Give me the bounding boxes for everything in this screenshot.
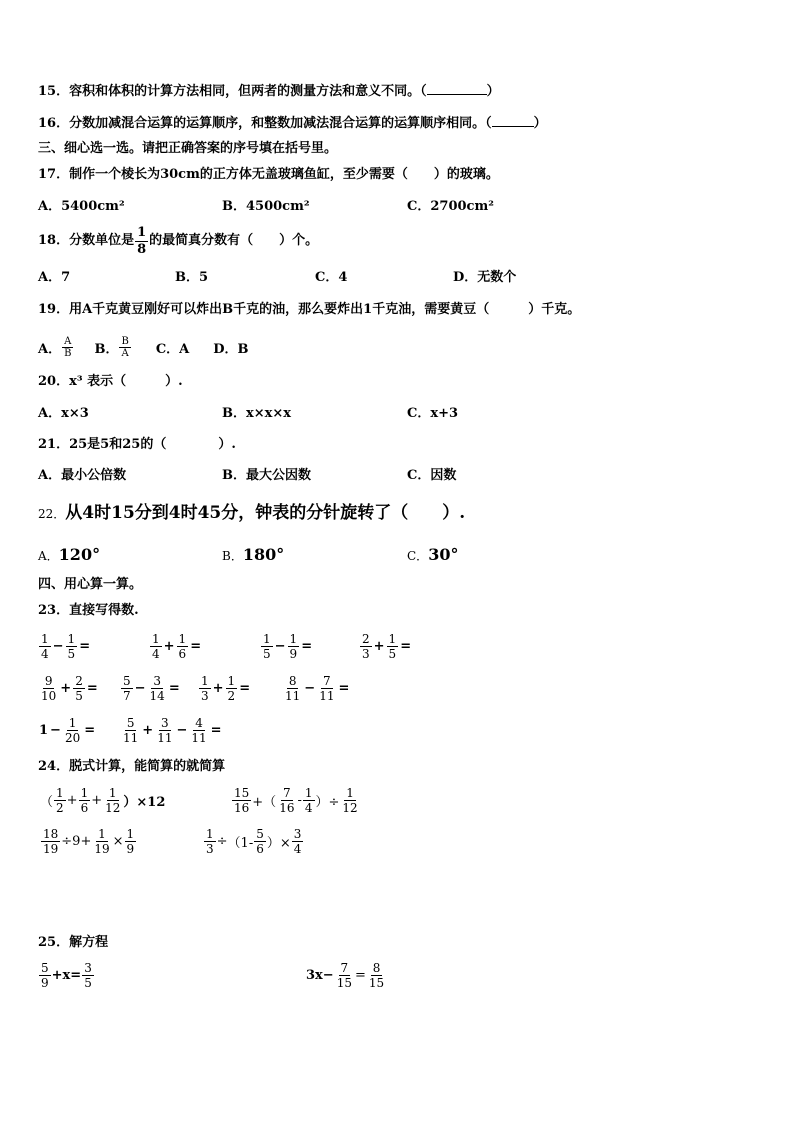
- numerator: B: [121, 335, 129, 347]
- option-value: 120°: [58, 545, 101, 564]
- numerator: 1: [346, 786, 354, 800]
- fraction: [135, 225, 148, 258]
- fraction: [177, 632, 189, 661]
- option-value: 180°: [242, 545, 285, 564]
- q20-option-b[interactable]: B．x×x×x: [222, 406, 292, 421]
- denominator: 8: [137, 241, 147, 257]
- fraction: [82, 961, 94, 990]
- fraction: [63, 716, 82, 745]
- fraction: [261, 632, 273, 661]
- denominator: 5: [67, 647, 76, 661]
- operator: =: [168, 681, 180, 696]
- fraction: [155, 716, 174, 745]
- operator: −: [50, 723, 61, 738]
- numerator: 8: [372, 961, 381, 975]
- operator: −: [304, 681, 316, 696]
- operator: 3x−: [306, 968, 334, 983]
- numerator: 1: [108, 786, 117, 800]
- numerator: 15: [234, 786, 250, 800]
- question-text: 直接写得数.: [69, 603, 139, 618]
- operator: ）÷: [315, 795, 340, 810]
- question-number: 17．: [38, 167, 70, 182]
- q20-option-c[interactable]: C．x+3: [407, 406, 459, 421]
- fraction: [226, 674, 238, 703]
- denominator: 4: [304, 801, 313, 815]
- operator: -: [297, 793, 302, 808]
- operator: =: [400, 639, 412, 654]
- calc-10[interactable]: [120, 716, 223, 745]
- numerator: 2: [75, 674, 83, 688]
- denominator: 15: [336, 976, 352, 990]
- denominator: 3: [201, 689, 209, 703]
- numerator: 1: [227, 674, 236, 688]
- numerator: 1: [98, 827, 106, 841]
- option-value: 30°: [428, 545, 459, 564]
- denominator: 16: [234, 801, 250, 815]
- fraction: [73, 674, 85, 703]
- numerator: 3: [161, 716, 169, 730]
- question-17: [38, 166, 499, 184]
- denominator: 16: [279, 801, 295, 815]
- operator: ÷9+: [61, 834, 92, 849]
- numerator: 1: [152, 632, 160, 646]
- close-paren: ）: [533, 116, 547, 131]
- operator: ×: [112, 834, 124, 849]
- question-24: [38, 758, 225, 776]
- operator: +（: [252, 795, 277, 810]
- q19-option-a-label[interactable]: A．: [38, 341, 62, 357]
- q19-option-c[interactable]: C．A: [155, 341, 190, 357]
- q17-option-c[interactable]: C．2700cm²: [407, 199, 494, 214]
- question-text: 制作一个棱长为30cm的正方体无盖玻璃鱼缸，至少需要（ ）的玻璃。: [69, 167, 499, 182]
- denominator: B: [64, 347, 72, 359]
- numerator: 1: [304, 786, 313, 800]
- q22-option-c[interactable]: [407, 544, 458, 568]
- section-3-heading: 三、细心选一选。请把正确答案的序号填在括号里。: [38, 141, 338, 156]
- denominator: 11: [191, 731, 207, 745]
- numerator: 5: [41, 961, 49, 975]
- numerator: 1: [289, 632, 298, 646]
- section-4-heading: 四、用心算一算。: [38, 577, 143, 592]
- fraction: [292, 827, 304, 856]
- denominator: 4: [41, 647, 49, 661]
- fraction: [66, 632, 78, 661]
- numerator: 1: [201, 674, 209, 688]
- denominator: 19: [43, 842, 59, 856]
- numerator: 3: [84, 961, 92, 975]
- denominator: 3: [362, 647, 370, 661]
- numerator: 4: [195, 716, 203, 730]
- denominator: 12: [105, 801, 121, 815]
- fraction: [79, 786, 91, 815]
- operator: +: [91, 793, 103, 808]
- fraction: [288, 632, 300, 661]
- operator: （1-: [227, 836, 254, 851]
- denominator: 5: [388, 647, 397, 661]
- numerator: 1: [263, 632, 271, 646]
- question-text: 从4时15分到4时45分，钟表的分针旋转了（ ）.: [65, 503, 466, 523]
- fraction: [204, 827, 216, 856]
- fraction: [39, 632, 51, 661]
- operator: −: [274, 639, 286, 654]
- q22-option-b[interactable]: [222, 544, 284, 568]
- denominator: 15: [368, 976, 385, 990]
- operator: +x=: [51, 968, 82, 983]
- denominator: 11: [319, 689, 335, 703]
- numerator: 8: [288, 674, 297, 688]
- equation-2[interactable]: [306, 961, 387, 990]
- question-16: [38, 114, 547, 133]
- question-number: 21．: [38, 437, 70, 452]
- question-number: 20．: [38, 374, 70, 389]
- operator: +: [60, 681, 72, 696]
- q19-option-d[interactable]: D．B: [213, 341, 249, 357]
- operator: +: [163, 639, 175, 654]
- fraction: [125, 827, 137, 856]
- fraction: [92, 827, 111, 856]
- calc-24-4[interactable]: [203, 827, 304, 856]
- numerator: 5: [126, 716, 135, 730]
- denominator: 11: [285, 689, 301, 703]
- numerator: 1: [67, 632, 76, 646]
- fraction: [360, 632, 372, 661]
- question-text: 解方程: [69, 935, 109, 950]
- denominator: 2: [227, 689, 236, 703]
- denominator: 6: [256, 842, 264, 856]
- denominator: 14: [149, 689, 165, 703]
- fraction: [148, 674, 167, 703]
- denominator: 5: [84, 976, 92, 990]
- q18-option-c[interactable]: C．4: [315, 270, 348, 285]
- numerator: 7: [340, 961, 349, 975]
- q22-option-a[interactable]: [38, 544, 100, 568]
- q18-option-d[interactable]: D．无数个: [453, 270, 517, 285]
- numerator: 9: [44, 674, 53, 688]
- calc-24-1[interactable]: [40, 786, 165, 815]
- numerator: 1: [137, 224, 147, 240]
- question-text: 脱式计算，能简算的就简算: [69, 759, 226, 774]
- fraction: [121, 674, 133, 703]
- q20-option-a[interactable]: A．x×3: [38, 406, 89, 421]
- question-text: 分数单位是: [69, 233, 135, 248]
- question-number: 16．: [38, 116, 70, 131]
- fraction: [317, 674, 336, 703]
- operator: =: [239, 681, 251, 696]
- q18-option-a[interactable]: A．7: [38, 270, 71, 285]
- question-text: 分数加减混合运算的运算顺序，和整数加减法混合运算的运算顺序相同。（: [69, 116, 492, 131]
- operator: −: [134, 681, 146, 696]
- numerator: 2: [362, 632, 370, 646]
- denominator: 6: [80, 801, 89, 815]
- q19-options: [38, 330, 249, 364]
- equation-1[interactable]: [38, 961, 95, 990]
- q21-option-c[interactable]: C．因数: [407, 468, 457, 483]
- q19-option-b-label[interactable]: B．: [94, 341, 119, 357]
- q17-option-b[interactable]: B．4500cm²: [222, 199, 310, 214]
- fraction: [199, 674, 211, 703]
- question-number: 24．: [38, 759, 70, 774]
- operator: ÷: [216, 834, 228, 849]
- question-18: [38, 224, 318, 258]
- fraction: [340, 786, 359, 815]
- numerator: 1: [41, 632, 49, 646]
- fraction: [150, 632, 162, 661]
- question-number: 22．: [38, 507, 66, 521]
- q19-option-a-fraction[interactable]: [62, 336, 73, 359]
- question-text: 用A千克黄豆刚好可以炸出B千克的油，那么要炸出1千克油，需要黄豆（ ）千克。: [69, 302, 581, 317]
- numerator: 7: [323, 674, 331, 688]
- q21-option-a[interactable]: A．最小公倍数: [38, 468, 127, 483]
- denominator: 11: [123, 731, 139, 745]
- numerator: 1: [178, 632, 187, 646]
- fraction: [254, 827, 266, 856]
- denominator: 9: [126, 842, 135, 856]
- q21-option-b[interactable]: B．最大公因数: [222, 468, 311, 483]
- question-number: 23．: [38, 603, 70, 618]
- numerator: A: [64, 335, 72, 347]
- operator: ）×: [266, 836, 291, 851]
- operator: =: [301, 639, 313, 654]
- calc-8[interactable]: [282, 674, 350, 703]
- question-text: 25是5和25的（ ）.: [69, 437, 236, 452]
- question-15: [38, 82, 500, 101]
- calc-2[interactable]: [149, 632, 202, 661]
- question-25: [38, 934, 108, 952]
- answer-blank[interactable]: [427, 82, 487, 95]
- denominator: 4: [293, 842, 302, 856]
- fraction: [41, 827, 60, 856]
- denominator: 9: [289, 647, 298, 661]
- operator: −: [52, 639, 64, 654]
- q19-option-b-fraction[interactable]: [119, 336, 130, 359]
- paren: （: [40, 795, 54, 810]
- denominator: 20: [64, 731, 81, 745]
- question-21: [38, 436, 236, 454]
- numerator: 1: [206, 827, 214, 841]
- option-label: B．: [222, 549, 243, 563]
- integer: 1: [39, 723, 49, 738]
- numerator: 1: [126, 827, 135, 841]
- q18-option-b[interactable]: B．5: [175, 270, 209, 285]
- question-20: [38, 373, 183, 391]
- calc-24-3[interactable]: [40, 827, 137, 856]
- calc-5[interactable]: [38, 674, 99, 703]
- calc-6[interactable]: [120, 674, 181, 703]
- operator: ）×12: [123, 795, 166, 810]
- operator: =: [84, 723, 96, 738]
- denominator: 7: [123, 689, 131, 703]
- fraction: [283, 674, 302, 703]
- denominator: 5: [263, 647, 271, 661]
- calc-9[interactable]: [38, 716, 96, 745]
- fraction: [121, 716, 140, 745]
- question-text: 的最简真分数有（ ）个。: [149, 233, 319, 248]
- denominator: 4: [152, 647, 160, 661]
- close-paren: ）: [486, 84, 500, 99]
- operator: +: [142, 723, 154, 738]
- q17-option-a[interactable]: A．5400cm²: [38, 199, 125, 214]
- numerator: 5: [123, 674, 131, 688]
- fraction: [367, 961, 386, 990]
- answer-blank[interactable]: [492, 114, 534, 127]
- denominator: 19: [94, 842, 110, 856]
- operator: =: [86, 681, 98, 696]
- question-number: 18．: [38, 233, 70, 248]
- question-number: 25．: [38, 935, 70, 950]
- operator: =: [338, 681, 350, 696]
- denominator: 12: [342, 801, 358, 815]
- numerator: 5: [256, 827, 264, 841]
- numerator: 1: [80, 786, 89, 800]
- operator: +: [373, 639, 385, 654]
- denominator: 11: [157, 731, 173, 745]
- fraction: [39, 961, 51, 990]
- question-text: 容积和体积的计算方法相同，但两者的测量方法和意义不同。（: [69, 84, 427, 99]
- numerator: 3: [153, 674, 161, 688]
- operator: =: [79, 639, 91, 654]
- operator: +: [212, 681, 224, 696]
- question-22: [38, 502, 465, 526]
- question-23: [38, 602, 139, 620]
- denominator: 2: [56, 801, 64, 815]
- denominator: 10: [41, 689, 57, 703]
- operator: =: [354, 968, 366, 983]
- calc-7[interactable]: [198, 674, 251, 703]
- calc-1[interactable]: [38, 632, 91, 661]
- numerator: 1: [388, 632, 397, 646]
- denominator: 9: [41, 976, 49, 990]
- numerator: 1: [68, 716, 77, 730]
- numerator: 7: [283, 786, 291, 800]
- fraction: [387, 632, 399, 661]
- denominator: A: [121, 347, 129, 359]
- option-label: C．: [407, 549, 429, 563]
- question-number: 15．: [38, 84, 70, 99]
- denominator: 3: [206, 842, 214, 856]
- operator: +: [66, 793, 78, 808]
- fraction: [103, 786, 122, 815]
- operator: =: [210, 723, 222, 738]
- numerator: 18: [43, 827, 59, 841]
- denominator: 6: [178, 647, 187, 661]
- fraction: [189, 716, 208, 745]
- question-number: 19．: [38, 302, 70, 317]
- fraction: [54, 786, 66, 815]
- question-text: x³ 表示（ ）.: [69, 374, 183, 389]
- fraction: [277, 786, 296, 815]
- numerator: 3: [293, 827, 302, 841]
- calc-3[interactable]: [260, 632, 313, 661]
- operator: −: [176, 723, 188, 738]
- operator: =: [190, 639, 202, 654]
- fraction: [303, 786, 315, 815]
- question-19: [38, 301, 580, 319]
- fraction: [232, 786, 251, 815]
- fraction: [335, 961, 354, 990]
- numerator: 1: [56, 786, 64, 800]
- denominator: 5: [75, 689, 83, 703]
- fraction: [39, 674, 58, 703]
- calc-24-2[interactable]: [231, 786, 361, 815]
- calc-4[interactable]: [359, 632, 412, 661]
- option-label: A．: [38, 549, 59, 563]
